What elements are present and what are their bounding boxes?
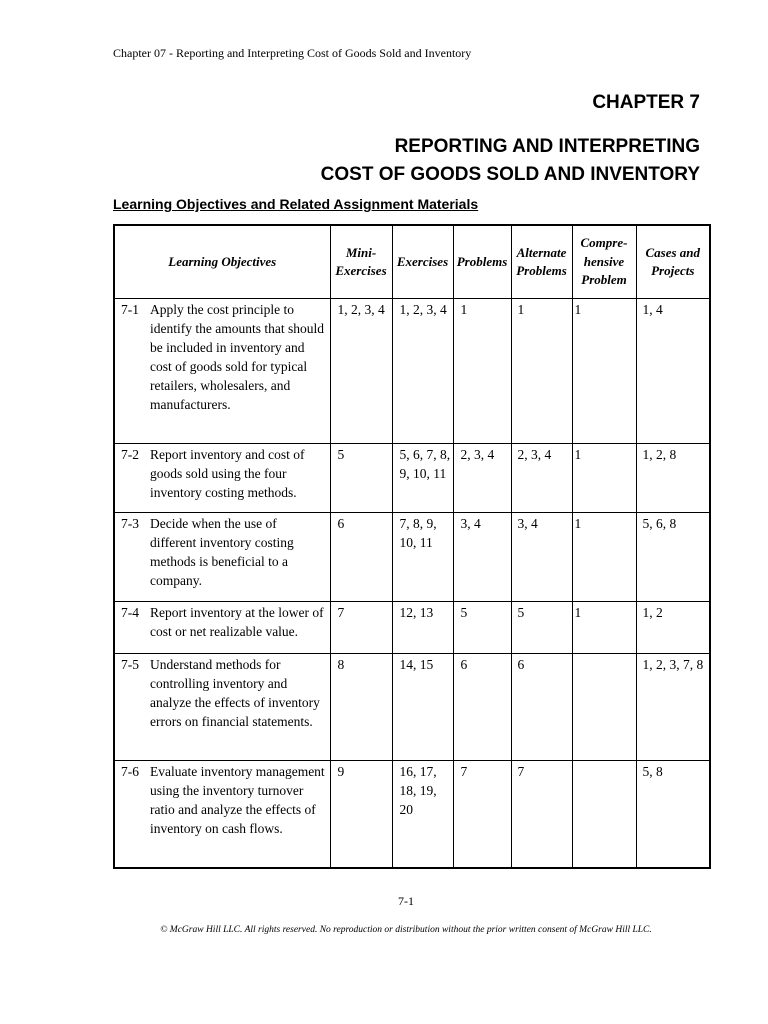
comprehensive-problem-cell [572, 654, 636, 761]
learning-objectives-table [113, 224, 711, 869]
alternate-problems-cell: 6 [511, 654, 572, 761]
problems-cell: 6 [453, 654, 511, 761]
cases-projects-cell: 1, 2 [636, 602, 710, 654]
objective-number: 7-2 [121, 447, 139, 462]
cases-projects-cell: 1, 2, 3, 7, 8 [636, 654, 710, 761]
copyright-footer: © McGraw Hill LLC. All rights reserved. No reproduction or distribution without the prior written consent of McGraw Hill LLC. [160, 925, 652, 935]
table-row [114, 299, 710, 444]
objective-cell [114, 444, 330, 513]
problems-cell: 1 [453, 299, 511, 444]
objective-cell [114, 299, 330, 444]
exercises-cell: 1, 2, 3, 4 [392, 299, 453, 444]
page-number: 7-1 [398, 894, 414, 908]
exercises-cell: 12, 13 [392, 602, 453, 654]
table-row [114, 602, 710, 654]
comprehensive-problem-cell: 1 [572, 299, 636, 444]
objective-text: Decide when the use of different inventory costing methods is beneficial to a company. [150, 516, 294, 588]
alternate-problems-cell: 1 [511, 299, 572, 444]
mini-exercises-cell: 6 [330, 513, 392, 602]
problems-cell: 2, 3, 4 [453, 444, 511, 513]
comprehensive-problem-cell: 1 [572, 444, 636, 513]
alternate-problems-cell: 3, 4 [511, 513, 572, 602]
mini-exercises-cell: 5 [330, 444, 392, 513]
cases-projects-cell: 1, 2, 8 [636, 444, 710, 513]
objective-number: 7-3 [121, 516, 139, 531]
objective-text: Report inventory and cost of goods sold using the four inventory costing methods. [150, 447, 305, 500]
objective-number: 7-4 [121, 605, 139, 620]
cases-projects-cell: 5, 6, 8 [636, 513, 710, 602]
comprehensive-problem-cell: 1 [572, 513, 636, 602]
problems-cell: 3, 4 [453, 513, 511, 602]
comprehensive-problem-cell [572, 761, 636, 868]
header-problems: Problems [453, 225, 511, 299]
exercises-cell: 5, 6, 7, 8, 9, 10, 11 [392, 444, 453, 513]
header-mini-exercises: Mini- Exercises [330, 225, 392, 299]
running-header: Chapter 07 - Reporting and Interpreting Cost of Goods Sold and Inventory [113, 46, 472, 60]
chapter-title-line-2: COST OF GOODS SOLD AND INVENTORY [320, 164, 700, 185]
objective-number: 7-6 [121, 764, 139, 779]
objective-number: 7-5 [121, 657, 139, 672]
mini-exercises-cell: 8 [330, 654, 392, 761]
exercises-cell: 16, 17, 18, 19, 20 [392, 761, 453, 868]
mini-exercises-cell: 9 [330, 761, 392, 868]
mini-exercises-cell: 1, 2, 3, 4 [330, 299, 392, 444]
objective-text: Report inventory at the lower of cost or net realizable value. [150, 605, 324, 639]
header-objectives: Learning Objectives [114, 225, 330, 299]
table-row [114, 761, 710, 868]
table-row [114, 513, 710, 602]
chapter-title [321, 133, 700, 189]
section-heading: Learning Objectives and Related Assignment Materials [113, 196, 479, 212]
problems-cell: 5 [453, 602, 511, 654]
objective-text: Apply the cost principle to identify the amounts that should be included in inventory and cost of goods sold for typical retailers, wholesalers, and manufacturers. [150, 302, 324, 412]
exercises-cell: 14, 15 [392, 654, 453, 761]
objective-text: Understand methods for controlling inventory and analyze the effects of inventory errors on financial statements. [150, 657, 320, 729]
objective-text: Evaluate inventory management using the inventory turnover ratio and analyze the effects of inventory on cash flows. [150, 764, 325, 836]
table-row [114, 444, 710, 513]
table-row [114, 654, 710, 761]
comprehensive-problem-cell: 1 [572, 602, 636, 654]
table-header-row [114, 225, 710, 299]
alternate-problems-cell: 5 [511, 602, 572, 654]
objective-cell [114, 602, 330, 654]
header-exercises: Exercises [392, 225, 453, 299]
objective-cell [114, 513, 330, 602]
objective-cell [114, 654, 330, 761]
chapter-title-line-1: REPORTING AND INTERPRETING [394, 136, 700, 157]
cases-projects-cell: 5, 8 [636, 761, 710, 868]
cases-projects-cell: 1, 4 [636, 299, 710, 444]
alternate-problems-cell: 2, 3, 4 [511, 444, 572, 513]
alternate-problems-cell: 7 [511, 761, 572, 868]
mini-exercises-cell: 7 [330, 602, 392, 654]
objective-cell [114, 761, 330, 868]
header-alternate-problems: Alternate Problems [511, 225, 572, 299]
objective-number: 7-1 [121, 302, 139, 317]
chapter-number: CHAPTER 7 [592, 92, 700, 113]
problems-cell: 7 [453, 761, 511, 868]
header-cases-projects: Cases and Projects [636, 225, 710, 299]
exercises-cell: 7, 8, 9, 10, 11 [392, 513, 453, 602]
header-comprehensive-problem: Compre- hensive Problem [572, 225, 636, 299]
